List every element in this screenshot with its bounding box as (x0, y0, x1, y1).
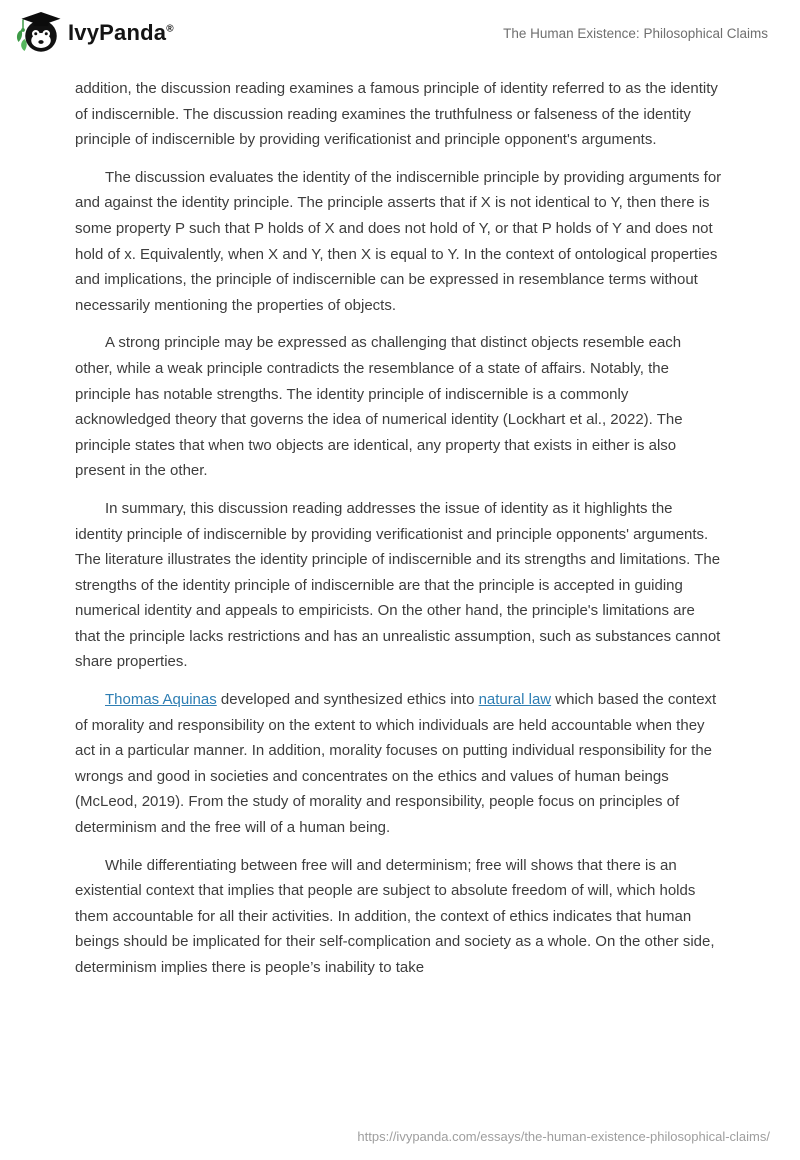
paragraph-4: In summary, this discussion reading addresses the issue of identity as it highlights the identity principle of indiscernible by providing verificationist and principle opponents' arguments. The literature illustrates the identity principle of indiscernible and its strengths and limitations. The strengths of the identity principle of indiscernible are that the principle is accepted in guiding numerical identity and appeals to empiricists. On the other hand, the principle's limitations are that the principle lacks restrictions and has an unrealistic assumption, such as substances cannot share properties. (75, 499, 721, 671)
panda-graduation-cap-icon (14, 9, 62, 57)
paragraph-6: While differentiating between free will and determinism; free will shows that there is an existential context that implies that people are subject to absolute freedom of will, which holds them accountable for all their activities. In addition, the context of ethics indicates that human beings should be implicated for their self-complication and society as a whole. On the other side, determinism implies there is people’s inability to take (75, 856, 715, 976)
paragraph-5-text-2: which based the context of morality and responsibility on the extent to which individuals are held accountable when they act in a particular manner. In addition, morality focuses on putting individual responsibility for the wrongs and good in societies and concentrates on the ethics and values of human beings (McLeod, 2019). From the study of morality and responsibility, people focus on principles of determinism and the free will of a human being. (75, 691, 717, 837)
paragraph-1: addition, the discussion reading examines a famous principle of identity referred to as the identity of indiscernible. The discussion reading examines the truthfulness or falseness of the identity principle of indiscernible by providing verificationist and principle opponent's arguments. (75, 80, 718, 149)
paragraph-5 (75, 687, 722, 841)
brand-name: IvyPanda® (68, 20, 174, 45)
thomas-aquinas-link[interactable]: Thomas Aquinas (105, 691, 217, 709)
paragraph-5-text-1: developed and synthesized ethics into (216, 691, 479, 709)
paragraph-3: A strong principle may be expressed as challenging that distinct objects resemble each other, while a weak principle contradicts the resemblance of a state of affairs. Notably, the principle has notable strengths. The identity principle of indiscernible is a commonly acknowledged theory that governs the idea of numerical identity (Lockhart et al., 2022). The principle states that when two objects are identical, any property that exists in either is also present in the other. (75, 334, 683, 480)
ivypanda-logo[interactable] (14, 9, 174, 57)
source-url: https://ivypanda.com/essays/the-human-existence-philosophical-claims/ (357, 1129, 770, 1144)
document-title: The Human Existence: Philosophical Claims (503, 25, 768, 41)
registered-mark: ® (166, 23, 174, 35)
natural-law-link[interactable]: natural law (478, 691, 552, 709)
paragraph-2: The discussion evaluates the identity of the indiscernible principle by providing arguments for and against the identity principle. The principle asserts that if X is not identical to Y, then there is some property P such that P holds of X and does not hold of Y, or that P holds of Y and does not hold of x. Equivalently, when X and Y, then X is equal to Y. In the context of ontological properties and implications, the principle of indiscernible can be expressed in resemblance terms without necessarily mentioning the properties of objects. (75, 168, 722, 314)
page-header (0, 0, 800, 60)
essay-body (0, 60, 800, 981)
